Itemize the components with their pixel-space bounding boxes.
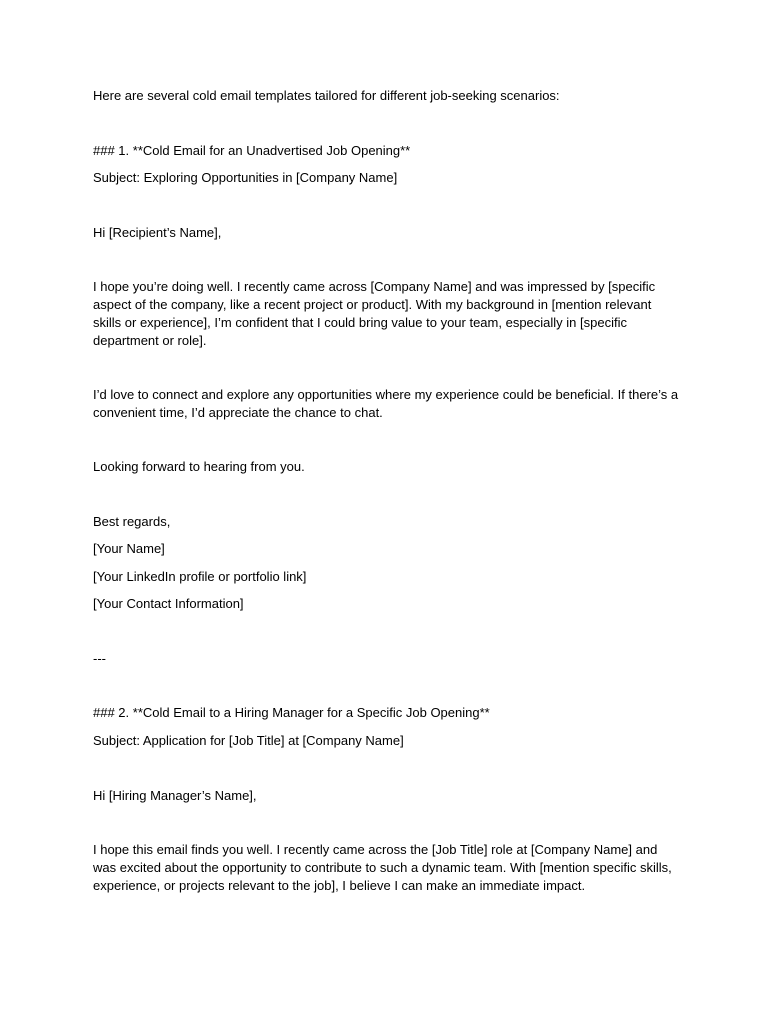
section-1-subject: Subject: Exploring Opportunities in [Company Name]	[93, 170, 398, 185]
intro-text: Here are several cold email templates tailored for different job-seeking scenarios:	[93, 88, 560, 103]
section-2-greeting: Hi [Hiring Manager’s Name],	[93, 788, 257, 803]
section-1-signoff: Best regards,	[93, 514, 171, 529]
section-1-heading: ### 1. **Cold Email for an Unadvertised Job Opening**	[93, 143, 411, 158]
section-2-paragraph-1: I hope this email finds you well. I recently came across the [Job Title] role at [Company Name] and was excited about the opportunity to contribute to such a dynamic team. With [mention specific skills, experience, or projects relevant to the job], I believe I can make an immediate impact.	[93, 842, 672, 893]
section-2-subject: Subject: Application for [Job Title] at [Company Name]	[93, 733, 404, 748]
section-1-signature-link: [Your LinkedIn profile or portfolio link]	[93, 569, 307, 584]
section-1-signature-contact: [Your Contact Information]	[93, 596, 244, 611]
section-1-greeting: Hi [Recipient’s Name],	[93, 225, 222, 240]
section-separator: ---	[93, 651, 106, 666]
section-1-paragraph-1: I hope you’re doing well. I recently came across [Company Name] and was impressed by [specific aspect of the company, like a recent project or product]. With my background in [mention relevant skills or experience], I’m confident that I could bring value to your team, especially in [specific department or role].	[93, 279, 656, 348]
section-1-paragraph-2: I’d love to connect and explore any opportunities where my experience could be beneficial. If there’s a convenient time, I’d appreciate the chance to chat.	[93, 387, 679, 420]
section-1-paragraph-3: Looking forward to hearing from you.	[93, 459, 305, 474]
section-1-signature-name: [Your Name]	[93, 541, 165, 556]
section-2-heading: ### 2. **Cold Email to a Hiring Manager for a Specific Job Opening**	[93, 705, 490, 720]
